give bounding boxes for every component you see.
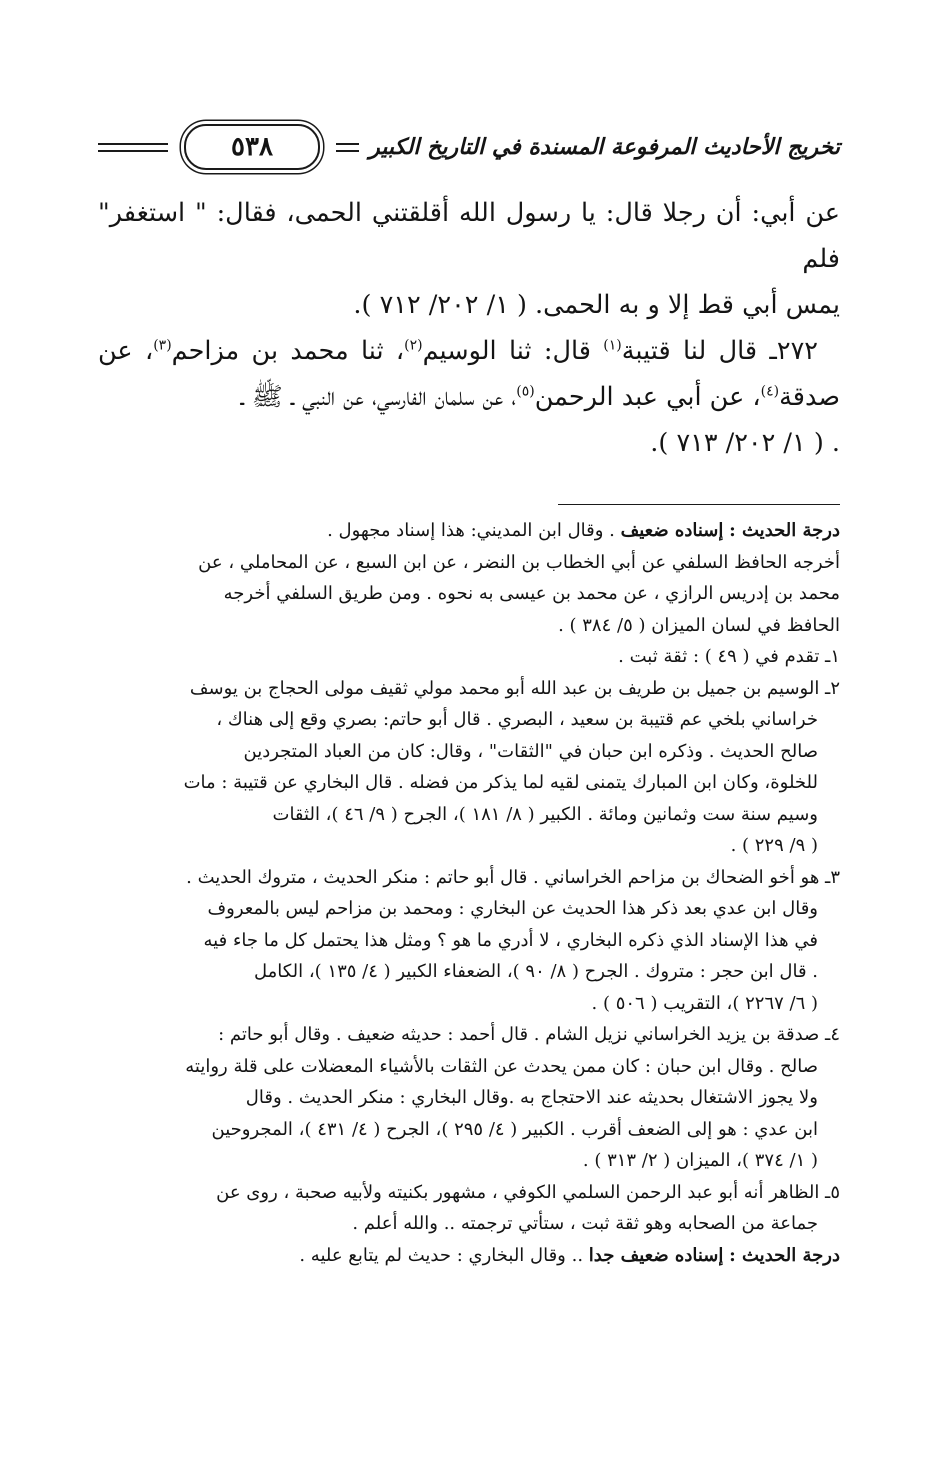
hadith-772-text-a: ٢٧٢ـ قال لنا قتيبة bbox=[621, 336, 818, 366]
grade2-label: درجة الحديث : bbox=[729, 1244, 840, 1266]
grade-value: إسناده ضعيف bbox=[620, 520, 724, 541]
footnote-3-line-1: ٣ـ هو أخو الضحاك بن مزاحم الخراساني . قال أبو حاتم : منكر الحديث ، متروك الحديث . bbox=[186, 866, 840, 888]
footnote-ref-4: (٤) bbox=[760, 383, 780, 400]
hadith-772-text-d: ، عن bbox=[98, 336, 154, 366]
hadith-772-text-c: ، ثنا محمد بن مزاحم bbox=[171, 336, 405, 366]
footnote-ref-5: (٥) bbox=[516, 383, 535, 400]
page-number-frame bbox=[184, 124, 320, 170]
footnote-4-line-3: ولا يجوز الاشتغال بحديثه عند الاحتجاج به .وقال البخاري : منكر الحديث . وقال bbox=[245, 1087, 818, 1108]
hadith-772-end: . ( ١/ ٢٠٢/ ٧١٣ ). bbox=[650, 428, 840, 458]
footnote-ref-2: (٢) bbox=[404, 337, 423, 354]
hadith-772-text-g: ، عن سلمان الفارسي، عن النبي ـ ﷺ ـ bbox=[240, 382, 517, 412]
grade2-value: إسناده ضعيف جدا bbox=[588, 1244, 724, 1266]
hadith-771-line-2: يمس أبي قط إلا و به الحمى. ( ١/ ٢٠٢/ ٧١٢ ). bbox=[353, 290, 840, 320]
footnote-ref-1: (١) bbox=[603, 337, 622, 354]
footnote-2-line-2: خراساني بلخي عم قتيبة بن سعيد ، البصري . قال أبو حاتم: بصري وقع إلى هناك ، bbox=[216, 709, 818, 730]
hadith-772-paragraph bbox=[98, 328, 840, 420]
footnote-3-line-5: ( ٦/ ٢٢٦٧ )، التقريب ( ٥٠٦ ) . bbox=[591, 992, 818, 1014]
book-page bbox=[98, 118, 840, 1271]
footnote-2-line-3: صالح الحديث . وذكره ابن حبان في "الثقات" ، وقال: كان من العباد المتجردين bbox=[243, 740, 818, 762]
footnote-4-line-2: صالح . وقال ابن حبان : كان ممن يحدث عن الثقات بالأشياء المعضلات على قلة روايته bbox=[185, 1055, 818, 1077]
footnote-4-line-5: ( ١/ ٣٧٤ )، الميزان ( ٢/ ٣١٣ ) . bbox=[582, 1150, 818, 1171]
footnote-ref-3: (٣) bbox=[153, 337, 172, 354]
hadith-772-text-b: قال: ثنا الوسيم bbox=[422, 336, 604, 366]
footnote-3-line-2: وقال ابن عدي بعد ذكر هذا الحديث عن البخاري : ومحمد بن مزاحم ليس بالمعروف bbox=[207, 898, 818, 919]
footnote-5-line-1: ٥ـ الظاهر أنه أبو عبد الرحمن السلمي الكوفي ، مشهور بكنيته ولأبيه صحبة ، روى عن bbox=[216, 1181, 840, 1203]
grade-label: درجة الحديث : bbox=[729, 520, 840, 541]
header-rule-left bbox=[336, 143, 359, 152]
header-title: تخريج الأحاديث المرفوعة المسندة في التاريخ الكبير bbox=[369, 134, 840, 160]
running-header bbox=[98, 118, 840, 176]
page-number: ٥٣٨ bbox=[231, 132, 273, 162]
grade-line-2 bbox=[98, 1240, 840, 1272]
footnote-5-line-2: جماعة من الصحابه وهو ثقة ثبت ، ستأتي ترجمته .. والله أعلم . bbox=[352, 1213, 818, 1234]
takhrij-line-1: أخرجه الحافظ السلفي عن أبي الخطاب بن النضر ، عن ابن السبع ، عن المحاملي ، عن bbox=[198, 551, 840, 573]
hadith-772-text-e: صدقة bbox=[779, 382, 840, 412]
footnotes bbox=[98, 515, 840, 1271]
takhrij-line-3: الحافظ في لسان الميزان ( ٥/ ٣٨٤ ) . bbox=[558, 614, 840, 636]
header-rule-right bbox=[98, 143, 168, 152]
grade-line bbox=[98, 515, 840, 547]
footnote-2-line-6: ( ٩/ ٢٢٩ ) . bbox=[730, 835, 818, 856]
footnote-3-line-3: في هذا الإسناد الذي ذكره البخاري ، لا أدري ما هو ؟ ومثل هذا يحتمل كل ما جاء فيه bbox=[203, 929, 818, 951]
footnote-2-line-5: وسيم سنة ست وثمانين ومائة . الكبير ( ٨/ ١٨١ )، الجرح ( ٩/ ٤٦ )، الثقات bbox=[272, 803, 818, 825]
footnote-4-line-1: ٤ـ صدقة بن يزيد الخراساني نزيل الشام . قال أحمد : حديثه ضعيف . وقال أبو حاتم : bbox=[218, 1024, 840, 1045]
hadith-771-line-1: عن أبي: أن رجلا قال: يا رسول الله أقلقتني الحمى، فقال: " استغفر" فلم bbox=[98, 198, 840, 274]
hadith-772-text-f: ، عن أبي عبد الرحمن bbox=[534, 382, 761, 412]
footnote-2-line-1: ٢ـ الوسيم بن جميل بن طريف بن عبد الله أبو محمد مولي ثقيف مولى الحجاج بن يوسف bbox=[189, 677, 840, 699]
footnote-1: ١ـ تقدم في ( ٤٩ ) : ثقة ثبت . bbox=[618, 646, 840, 667]
grade2-rest: .. وقال البخاري : حديث لم يتابع عليه . bbox=[299, 1244, 589, 1266]
footnote-4-line-4: ابن عدي : هو إلى الضعف أقرب . الكبير ( ٤/ ٢٩٥ )، الجرح ( ٤/ ٤٣١ )، المجروحين bbox=[211, 1118, 818, 1140]
footnote-divider bbox=[558, 504, 840, 505]
grade-rest: . وقال ابن المديني: هذا إسناد مجهول . bbox=[327, 520, 621, 541]
footnote-3-line-4: . قال ابن حجر : متروك . الجرح ( ٨/ ٩٠ )، الضعفاء الكبير ( ٤/ ١٣٥ )، الكامل bbox=[253, 961, 818, 982]
main-text bbox=[98, 190, 840, 466]
footnote-2-line-4: للخلوة، وكان ابن المبارك يتمنى لقيه لما يذكر من فضله . قال البخاري عن قتيبة : مات bbox=[183, 772, 818, 793]
takhrij-line-2: محمد بن إدريس الرازي ، عن محمد بن عيسى به نحوه . ومن طريق السلفي أخرجه bbox=[223, 583, 840, 604]
